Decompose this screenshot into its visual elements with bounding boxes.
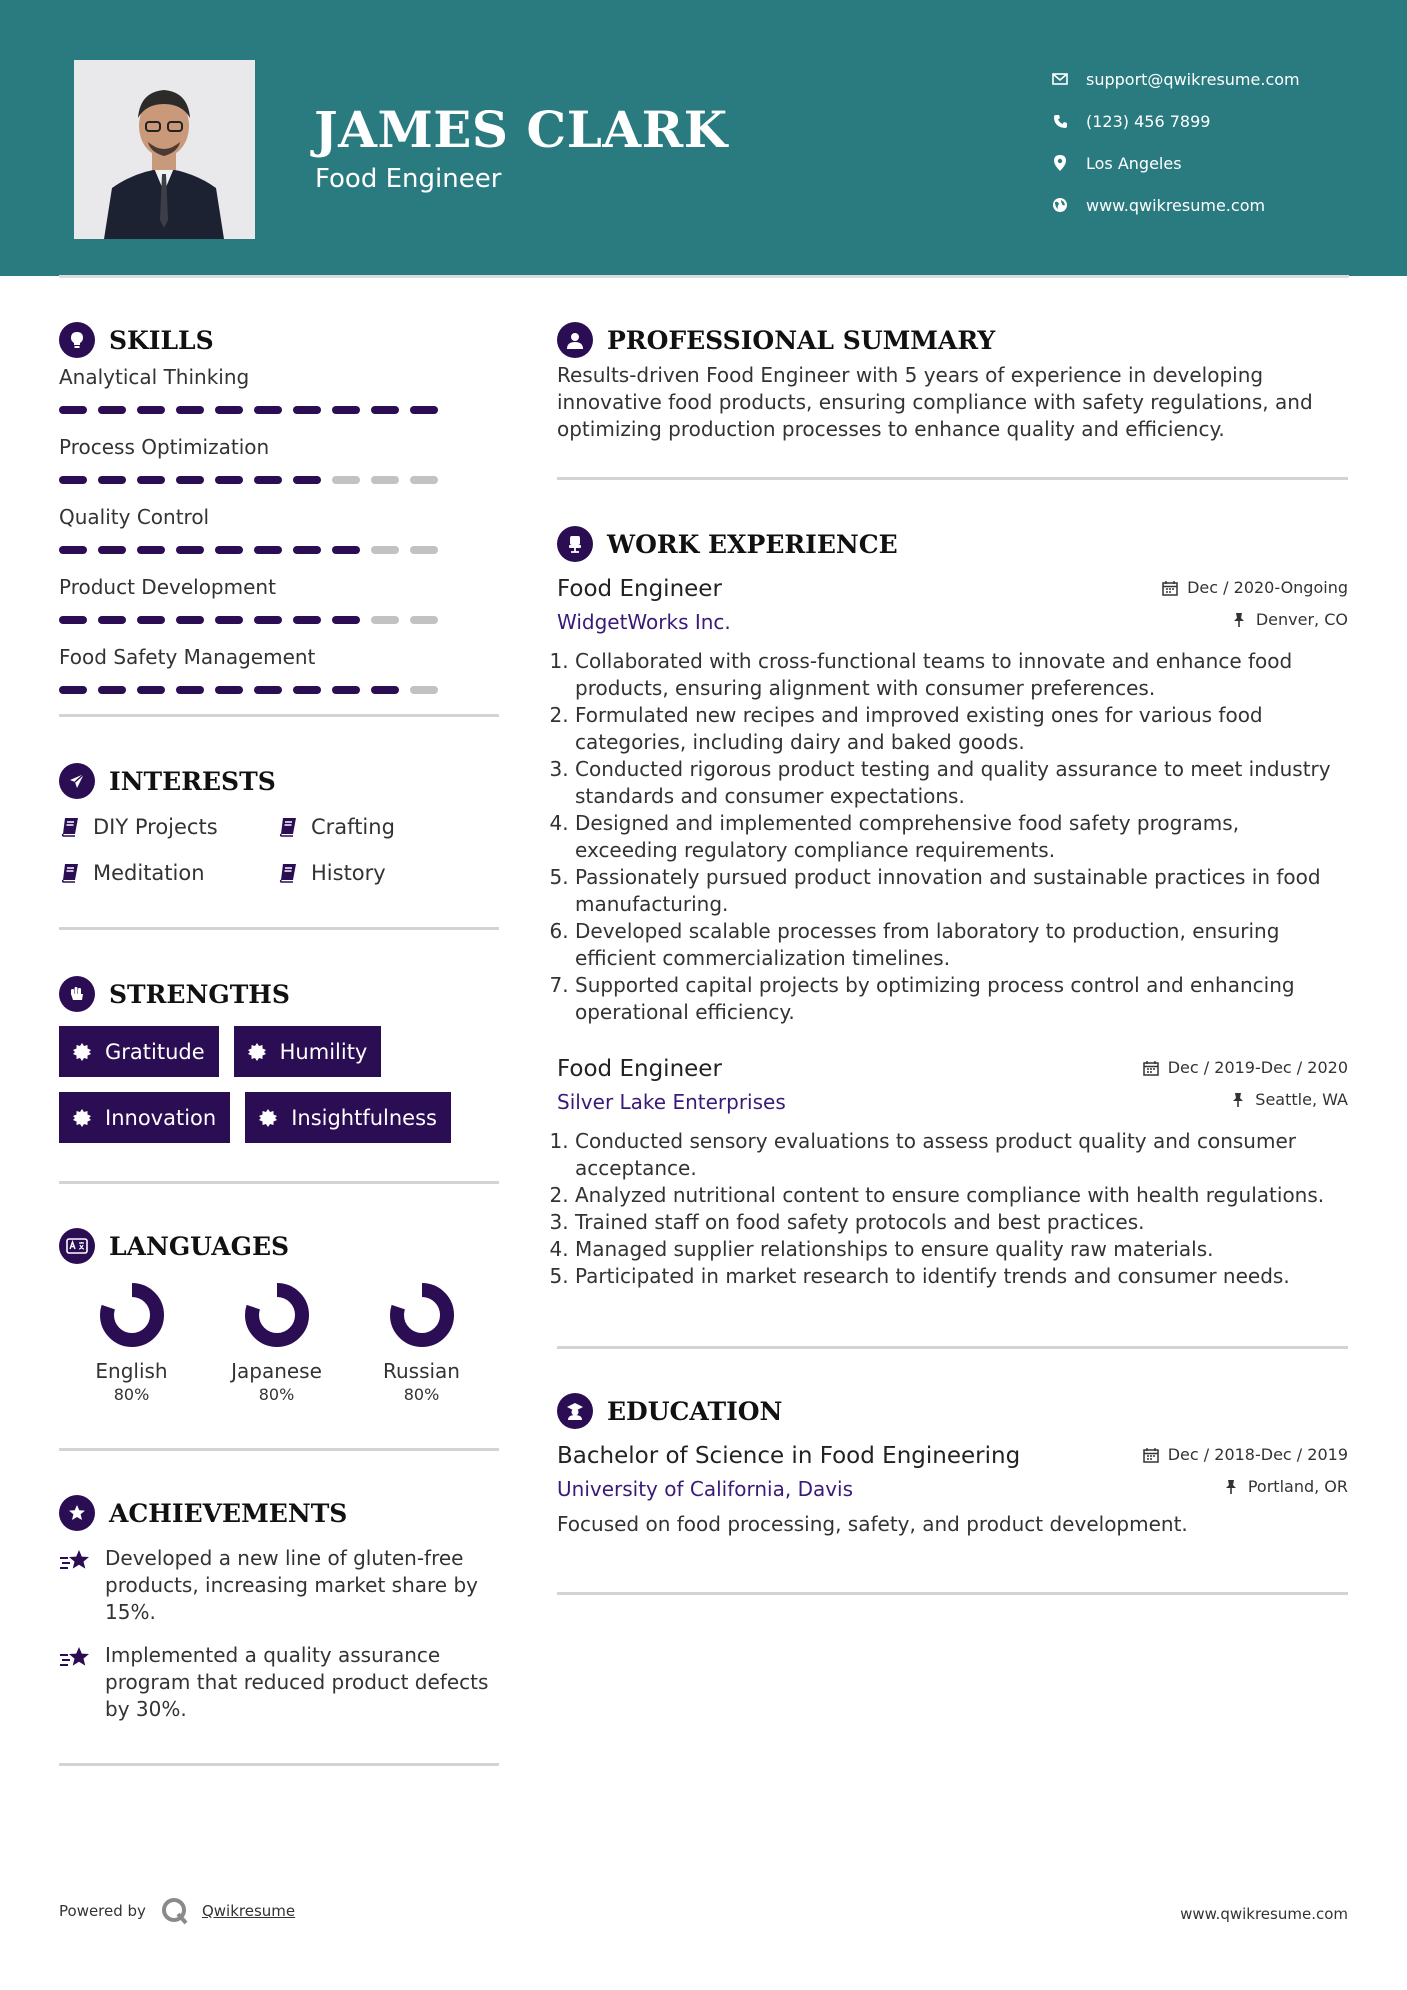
profile-photo	[74, 60, 255, 239]
job-company: Silver Lake Enterprises	[557, 1090, 786, 1114]
experience-section	[557, 524, 1348, 1290]
strength-label: Innovation	[105, 1105, 217, 1130]
skill-item	[59, 644, 499, 694]
contact-location	[1050, 142, 1300, 184]
skill-item	[59, 504, 499, 554]
education-description: Focused on food processing, safety, and product development.	[557, 1512, 1188, 1536]
skill-dot-filled	[293, 616, 321, 624]
skill-dot-filled	[293, 476, 321, 484]
language-percent: 80%	[403, 1385, 440, 1404]
language-ring-arc	[107, 1290, 157, 1340]
languages-section	[59, 1226, 499, 1406]
education-title: EDUCATION	[607, 1396, 783, 1426]
job-date	[1161, 578, 1348, 597]
skill-dot-filled	[215, 616, 243, 624]
skill-dot-filled	[137, 406, 165, 414]
skill-dot-filled	[215, 406, 243, 414]
interests-title: INTERESTS	[109, 766, 276, 796]
skill-item	[59, 434, 499, 484]
skill-dot-filled	[59, 616, 87, 624]
interests-heading	[59, 761, 499, 801]
language-progress-ring	[387, 1280, 457, 1350]
skill-dot-filled	[215, 476, 243, 484]
skills-section	[59, 320, 499, 694]
achievement-item	[59, 1642, 499, 1723]
envelope-icon	[1050, 69, 1070, 89]
calendar-icon	[1161, 579, 1179, 597]
language-percent: 80%	[258, 1385, 295, 1404]
education-date-text: Dec / 2018-Dec / 2019	[1167, 1445, 1348, 1464]
strength-tag	[59, 1026, 219, 1077]
skill-dot-filled	[371, 406, 399, 414]
skill-level-meter	[59, 546, 499, 554]
skill-level-meter	[59, 616, 499, 624]
strength-label: Humility	[279, 1039, 368, 1064]
job-role: Food Engineer	[557, 1056, 722, 1082]
skill-dot-empty	[410, 546, 438, 554]
skill-dot-empty	[410, 616, 438, 624]
strength-label: Insightfulness	[291, 1105, 437, 1130]
skill-dot-filled	[137, 616, 165, 624]
job-location	[1229, 1090, 1348, 1109]
badge-star-icon	[246, 1041, 268, 1063]
book-icon	[277, 862, 299, 884]
interests-list	[59, 813, 499, 887]
education-section	[557, 1391, 1348, 1538]
job-bullet: 2. Analyzed nutritional content to ensure compliance with health regulations.	[575, 1182, 1348, 1209]
skill-dot-filled	[215, 686, 243, 694]
skill-dot-filled	[332, 686, 360, 694]
education-heading	[557, 1391, 1348, 1431]
interest-item	[277, 859, 477, 887]
summary-heading	[557, 320, 1348, 360]
section-divider	[59, 1181, 499, 1184]
section-divider	[557, 1592, 1348, 1595]
shooting-star-icon	[59, 1644, 93, 1674]
interest-label: History	[311, 861, 386, 885]
summary-text: Results-driven Food Engineer with 5 years of experience in developing innovative food products, ensuring compliance with safety regulations, and optimizing production processes to enhance quality and efficiency.	[557, 363, 1313, 441]
skill-dot-filled	[98, 476, 126, 484]
job-entry	[557, 1052, 1348, 1290]
pushpin-icon	[1222, 1478, 1240, 1496]
job-date-text: Dec / 2019-Dec / 2020	[1167, 1058, 1348, 1077]
skill-dot-filled	[59, 476, 87, 484]
language-ring-arc	[397, 1290, 447, 1340]
job-bullets	[557, 648, 1348, 1026]
job-bullet: 4. Designed and implemented comprehensive food safety programs, exceeding regulatory compliance requirements.	[575, 810, 1348, 864]
strengths-list	[59, 1026, 479, 1143]
skill-level-meter	[59, 686, 499, 694]
language-item	[59, 1280, 204, 1406]
contact-phone-text: (123) 456 7899	[1086, 111, 1211, 131]
achievement-item	[59, 1545, 499, 1626]
job-bullet: 5. Participated in market research to identify trends and consumer needs.	[575, 1263, 1348, 1290]
summary-section	[557, 320, 1348, 443]
skills-heading	[59, 320, 499, 360]
job-role: Food Engineer	[557, 576, 722, 602]
job-date-text: Dec / 2020-Ongoing	[1187, 578, 1348, 597]
right-column	[557, 300, 1348, 1595]
contact-email-text: support@qwikresume.com	[1086, 69, 1300, 89]
contact-website-text: www.qwikresume.com	[1086, 195, 1266, 215]
skill-name: Product Development	[59, 575, 276, 599]
shooting-star-icon	[59, 1547, 93, 1577]
candidate-title: Food Engineer	[315, 164, 502, 194]
globe-icon	[1050, 195, 1070, 215]
phone-icon	[1050, 111, 1070, 131]
achievement-text: Implemented a quality assurance program that reduced product defects by 30%.	[105, 1643, 489, 1721]
job-location-text: Seattle, WA	[1255, 1090, 1348, 1109]
education-date	[1142, 1445, 1348, 1464]
contact-list	[1050, 58, 1300, 226]
language-name: Russian	[382, 1359, 460, 1383]
education-school: University of California, Davis	[557, 1477, 854, 1501]
summary-title: PROFESSIONAL SUMMARY	[607, 325, 996, 355]
strengths-heading	[59, 974, 499, 1014]
location-pin-icon	[1050, 153, 1070, 173]
qwikresume-logo-icon	[160, 1896, 190, 1926]
skill-dot-filled	[176, 476, 204, 484]
badge-star-icon	[71, 1041, 93, 1063]
job-location	[1230, 610, 1348, 629]
job-bullet: 3. Trained staff on food safety protocols and best practices.	[575, 1209, 1348, 1236]
strength-label: Gratitude	[105, 1039, 205, 1064]
interests-section	[59, 761, 499, 887]
skill-dot-filled	[293, 686, 321, 694]
strength-tag	[245, 1092, 451, 1143]
skill-dot-filled	[254, 546, 282, 554]
contact-website[interactable]	[1050, 184, 1300, 226]
book-icon	[59, 862, 81, 884]
job-bullet: 2. Formulated new recipes and improved existing ones for various food categories, including dairy and baked goods.	[575, 702, 1348, 756]
achievements-heading	[59, 1493, 499, 1533]
skill-level-meter	[59, 476, 499, 484]
skill-dot-filled	[137, 546, 165, 554]
section-divider	[59, 714, 499, 717]
contact-phone[interactable]	[1050, 100, 1300, 142]
section-divider	[59, 927, 499, 930]
badge-star-icon	[71, 1107, 93, 1129]
language-percent: 80%	[113, 1385, 150, 1404]
skill-dot-filled	[332, 616, 360, 624]
strengths-title: STRENGTHS	[109, 979, 290, 1009]
experience-title: WORK EXPERIENCE	[607, 529, 898, 559]
job-bullet: 4. Managed supplier relationships to ensure quality raw materials.	[575, 1236, 1348, 1263]
strength-tag	[234, 1026, 382, 1077]
left-column	[59, 300, 499, 1766]
education-degree: Bachelor of Science in Food Engineering	[557, 1443, 1021, 1469]
skill-level-meter	[59, 406, 499, 414]
education-location	[1222, 1477, 1348, 1496]
skill-dot-filled	[254, 476, 282, 484]
job-date	[1142, 1058, 1348, 1077]
calendar-icon	[1142, 1446, 1160, 1464]
raised-fist-icon	[59, 976, 95, 1012]
education-entry	[557, 1439, 1348, 1538]
badge-star-icon	[257, 1107, 279, 1129]
skill-dot-filled	[410, 406, 438, 414]
experience-heading	[557, 524, 1348, 564]
skill-dot-empty	[371, 616, 399, 624]
footer-powered-by	[59, 1896, 295, 1926]
language-item	[204, 1280, 349, 1406]
languages-list	[59, 1280, 499, 1406]
skill-dot-empty	[371, 546, 399, 554]
skill-dot-filled	[59, 406, 87, 414]
resume-header	[0, 0, 1407, 276]
skill-dot-empty	[332, 476, 360, 484]
interest-label: DIY Projects	[93, 815, 218, 839]
languages-title: LANGUAGES	[109, 1231, 290, 1261]
language-progress-ring	[242, 1280, 312, 1350]
skill-dot-filled	[59, 686, 87, 694]
section-divider	[557, 477, 1348, 480]
skill-dot-filled	[371, 686, 399, 694]
skill-item	[59, 364, 499, 414]
job-location-text: Denver, CO	[1255, 610, 1348, 629]
skills-list	[59, 364, 499, 694]
skill-dot-filled	[176, 686, 204, 694]
paper-plane-icon	[59, 763, 95, 799]
footer-website[interactable]: www.qwikresume.com	[1180, 1905, 1348, 1923]
skill-dot-filled	[176, 616, 204, 624]
section-divider	[557, 1346, 1348, 1349]
skill-dot-empty	[410, 476, 438, 484]
section-divider	[59, 1448, 499, 1451]
language-item	[349, 1280, 494, 1406]
skill-dot-empty	[371, 476, 399, 484]
pushpin-icon	[1229, 1091, 1247, 1109]
skill-dot-filled	[98, 616, 126, 624]
languages-heading	[59, 1226, 499, 1266]
interest-item	[277, 813, 477, 841]
skill-dot-filled	[98, 546, 126, 554]
education-location-text: Portland, OR	[1247, 1477, 1348, 1496]
candidate-name: JAMES CLARK	[314, 100, 728, 159]
language-progress-ring	[97, 1280, 167, 1350]
strength-tag	[59, 1092, 230, 1143]
header-divider	[59, 275, 1349, 278]
job-entry	[557, 572, 1348, 1026]
skill-dot-filled	[332, 546, 360, 554]
skill-name: Food Safety Management	[59, 645, 316, 669]
language-ring-arc	[252, 1290, 302, 1340]
interest-item	[59, 859, 277, 887]
job-bullet: 5. Passionately pursued product innovation and sustainable practices in food manufacturing.	[575, 864, 1348, 918]
skill-dot-empty	[410, 686, 438, 694]
job-bullet: 1. Collaborated with cross-functional teams to innovate and enhance food products, ensuring alignment with consumer preferences.	[575, 648, 1348, 702]
skill-dot-filled	[293, 406, 321, 414]
skill-dot-filled	[59, 546, 87, 554]
achievement-text: Developed a new line of gluten-free products, increasing market share by 15%.	[105, 1546, 478, 1624]
skill-dot-filled	[332, 406, 360, 414]
skill-dot-filled	[293, 546, 321, 554]
skill-dot-filled	[176, 406, 204, 414]
language-name: English	[95, 1359, 168, 1383]
interest-label: Meditation	[93, 861, 205, 885]
skill-dot-filled	[254, 406, 282, 414]
language-name: Japanese	[231, 1359, 322, 1383]
skill-item	[59, 574, 499, 624]
skill-dot-filled	[137, 686, 165, 694]
skill-dot-filled	[98, 406, 126, 414]
skill-dot-filled	[98, 686, 126, 694]
calendar-icon	[1142, 1059, 1160, 1077]
translate-icon	[59, 1228, 95, 1264]
pushpin-icon	[1230, 611, 1248, 629]
skill-dot-filled	[254, 616, 282, 624]
office-chair-icon	[557, 526, 593, 562]
job-bullets	[557, 1128, 1348, 1290]
job-bullet: 6. Developed scalable processes from laboratory to production, ensuring efficient commercialization timelines.	[575, 918, 1348, 972]
book-icon	[277, 816, 299, 838]
powered-by-label: Powered by	[59, 1902, 146, 1920]
contact-location-text: Los Angeles	[1086, 153, 1182, 173]
star-badge-icon	[59, 1495, 95, 1531]
interest-label: Crafting	[311, 815, 395, 839]
achievements-title: ACHIEVEMENTS	[109, 1498, 348, 1528]
job-company: WidgetWorks Inc.	[557, 610, 731, 634]
qwikresume-link[interactable]: Qwikresume	[201, 1902, 296, 1920]
book-icon	[59, 816, 81, 838]
skill-dot-filled	[215, 546, 243, 554]
section-divider	[59, 1763, 499, 1766]
interest-item	[59, 813, 277, 841]
skill-dot-filled	[176, 546, 204, 554]
skill-dot-filled	[254, 686, 282, 694]
skill-name: Quality Control	[59, 505, 210, 529]
job-bullet: 7. Supported capital projects by optimizing process control and enhancing operational efficiency.	[575, 972, 1348, 1026]
skill-name: Process Optimization	[59, 435, 270, 459]
lightbulb-icon	[59, 322, 95, 358]
skill-name: Analytical Thinking	[59, 365, 250, 389]
skills-title: SKILLS	[109, 325, 214, 355]
job-bullet: 1. Conducted sensory evaluations to assess product quality and consumer acceptance.	[575, 1128, 1348, 1182]
contact-email[interactable]	[1050, 58, 1300, 100]
achievements-section	[59, 1493, 499, 1723]
job-bullet: 3. Conducted rigorous product testing and quality assurance to meet industry standards and consumer expectations.	[575, 756, 1348, 810]
skill-dot-filled	[137, 476, 165, 484]
strengths-section	[59, 974, 499, 1143]
user-icon	[557, 322, 593, 358]
graduate-icon	[557, 1393, 593, 1429]
